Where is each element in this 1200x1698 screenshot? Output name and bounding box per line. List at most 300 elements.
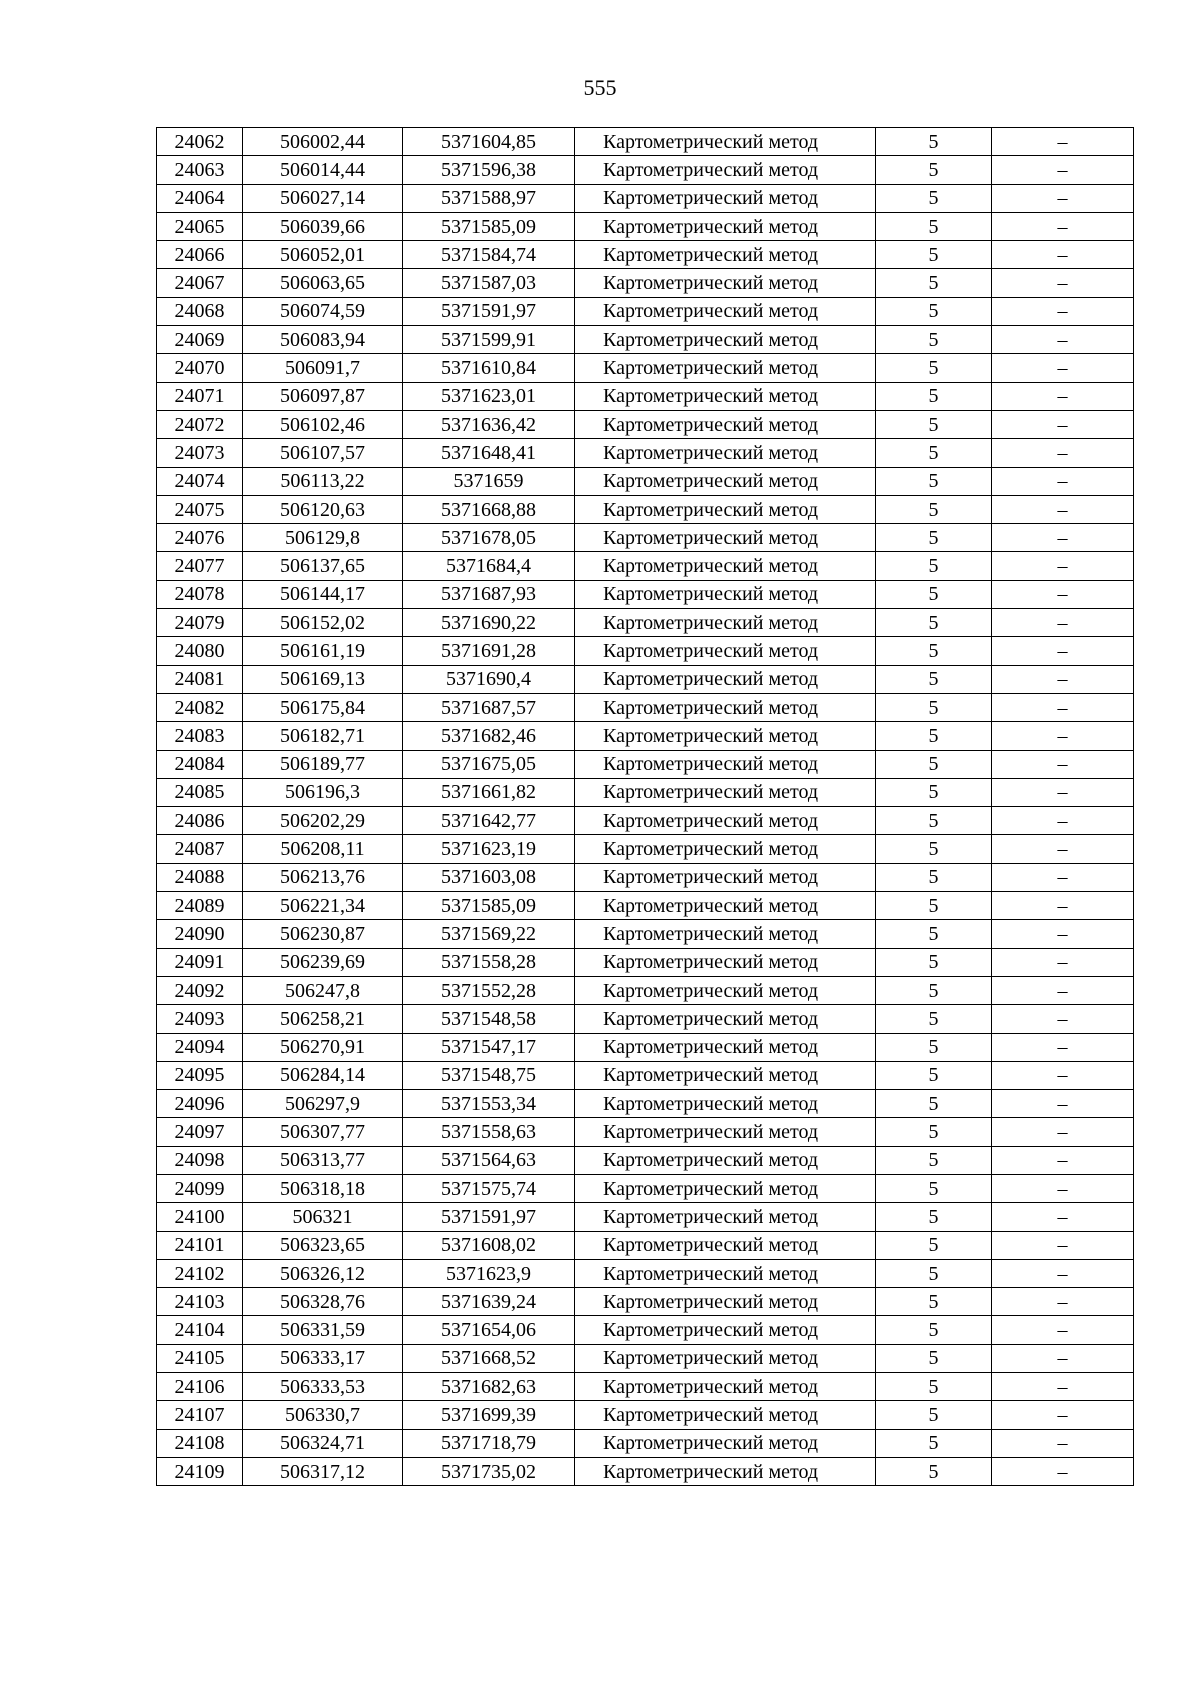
method-cell: Картометрический метод bbox=[575, 807, 876, 835]
note-cell: – bbox=[992, 439, 1134, 467]
x-coordinate-cell: 506333,17 bbox=[243, 1344, 403, 1372]
y-coordinate-cell: 5371569,22 bbox=[403, 920, 575, 948]
accuracy-cell: 5 bbox=[876, 1373, 992, 1401]
y-coordinate-cell: 5371553,34 bbox=[403, 1090, 575, 1118]
accuracy-cell: 5 bbox=[876, 1316, 992, 1344]
table-row bbox=[157, 1288, 1134, 1316]
note-cell: – bbox=[992, 693, 1134, 721]
point-number-cell: 24073 bbox=[157, 439, 243, 467]
x-coordinate-cell: 506324,71 bbox=[243, 1429, 403, 1457]
point-number-cell: 24071 bbox=[157, 382, 243, 410]
x-coordinate-cell: 506083,94 bbox=[243, 326, 403, 354]
accuracy-cell: 5 bbox=[876, 1288, 992, 1316]
note-cell: – bbox=[992, 1174, 1134, 1202]
accuracy-cell: 5 bbox=[876, 524, 992, 552]
y-coordinate-cell: 5371608,02 bbox=[403, 1231, 575, 1259]
table-row bbox=[157, 382, 1134, 410]
accuracy-cell: 5 bbox=[876, 382, 992, 410]
table-row bbox=[157, 807, 1134, 835]
note-cell: – bbox=[992, 976, 1134, 1004]
accuracy-cell: 5 bbox=[876, 1401, 992, 1429]
method-cell: Картометрический метод bbox=[575, 297, 876, 325]
x-coordinate-cell: 506102,46 bbox=[243, 410, 403, 438]
y-coordinate-cell: 5371690,22 bbox=[403, 609, 575, 637]
point-number-cell: 24069 bbox=[157, 326, 243, 354]
accuracy-cell: 5 bbox=[876, 1033, 992, 1061]
coordinates-table bbox=[156, 127, 1134, 1486]
y-coordinate-cell: 5371636,42 bbox=[403, 410, 575, 438]
accuracy-cell: 5 bbox=[876, 580, 992, 608]
x-coordinate-cell: 506333,53 bbox=[243, 1373, 403, 1401]
note-cell: – bbox=[992, 1231, 1134, 1259]
y-coordinate-cell: 5371668,52 bbox=[403, 1344, 575, 1372]
method-cell: Картометрический метод bbox=[575, 835, 876, 863]
table-row bbox=[157, 439, 1134, 467]
y-coordinate-cell: 5371564,63 bbox=[403, 1146, 575, 1174]
accuracy-cell: 5 bbox=[876, 410, 992, 438]
y-coordinate-cell: 5371575,74 bbox=[403, 1174, 575, 1202]
note-cell: – bbox=[992, 269, 1134, 297]
coordinates-table-body bbox=[157, 128, 1134, 1486]
note-cell: – bbox=[992, 1005, 1134, 1033]
table-row bbox=[157, 495, 1134, 523]
point-number-cell: 24099 bbox=[157, 1174, 243, 1202]
method-cell: Картометрический метод bbox=[575, 1090, 876, 1118]
method-cell: Картометрический метод bbox=[575, 1373, 876, 1401]
method-cell: Картометрический метод bbox=[575, 693, 876, 721]
accuracy-cell: 5 bbox=[876, 212, 992, 240]
y-coordinate-cell: 5371675,05 bbox=[403, 750, 575, 778]
y-coordinate-cell: 5371668,88 bbox=[403, 495, 575, 523]
point-number-cell: 24107 bbox=[157, 1401, 243, 1429]
method-cell: Картометрический метод bbox=[575, 552, 876, 580]
y-coordinate-cell: 5371678,05 bbox=[403, 524, 575, 552]
y-coordinate-cell: 5371604,85 bbox=[403, 128, 575, 156]
table-row bbox=[157, 1061, 1134, 1089]
method-cell: Картометрический метод bbox=[575, 1174, 876, 1202]
table-row bbox=[157, 269, 1134, 297]
point-number-cell: 24091 bbox=[157, 948, 243, 976]
accuracy-cell: 5 bbox=[876, 920, 992, 948]
table-row bbox=[157, 580, 1134, 608]
method-cell: Картометрический метод bbox=[575, 1061, 876, 1089]
point-number-cell: 24080 bbox=[157, 637, 243, 665]
point-number-cell: 24092 bbox=[157, 976, 243, 1004]
method-cell: Картометрический метод bbox=[575, 637, 876, 665]
x-coordinate-cell: 506052,01 bbox=[243, 241, 403, 269]
point-number-cell: 24086 bbox=[157, 807, 243, 835]
method-cell: Картометрический метод bbox=[575, 1005, 876, 1033]
accuracy-cell: 5 bbox=[876, 1005, 992, 1033]
note-cell: – bbox=[992, 1259, 1134, 1287]
table-row bbox=[157, 1373, 1134, 1401]
x-coordinate-cell: 506169,13 bbox=[243, 665, 403, 693]
note-cell: – bbox=[992, 1203, 1134, 1231]
accuracy-cell: 5 bbox=[876, 184, 992, 212]
table-row bbox=[157, 892, 1134, 920]
x-coordinate-cell: 506230,87 bbox=[243, 920, 403, 948]
note-cell: – bbox=[992, 212, 1134, 240]
method-cell: Картометрический метод bbox=[575, 1316, 876, 1344]
method-cell: Картометрический метод bbox=[575, 609, 876, 637]
point-number-cell: 24090 bbox=[157, 920, 243, 948]
y-coordinate-cell: 5371623,19 bbox=[403, 835, 575, 863]
note-cell: – bbox=[992, 892, 1134, 920]
y-coordinate-cell: 5371699,39 bbox=[403, 1401, 575, 1429]
method-cell: Картометрический метод bbox=[575, 1033, 876, 1061]
y-coordinate-cell: 5371587,03 bbox=[403, 269, 575, 297]
note-cell: – bbox=[992, 354, 1134, 382]
table-row bbox=[157, 976, 1134, 1004]
note-cell: – bbox=[992, 410, 1134, 438]
y-coordinate-cell: 5371623,9 bbox=[403, 1259, 575, 1287]
table-row bbox=[157, 722, 1134, 750]
method-cell: Картометрический метод bbox=[575, 1259, 876, 1287]
y-coordinate-cell: 5371661,82 bbox=[403, 778, 575, 806]
note-cell: – bbox=[992, 1090, 1134, 1118]
x-coordinate-cell: 506321 bbox=[243, 1203, 403, 1231]
table-row bbox=[157, 156, 1134, 184]
accuracy-cell: 5 bbox=[876, 128, 992, 156]
point-number-cell: 24108 bbox=[157, 1429, 243, 1457]
accuracy-cell: 5 bbox=[876, 778, 992, 806]
note-cell: – bbox=[992, 665, 1134, 693]
y-coordinate-cell: 5371596,38 bbox=[403, 156, 575, 184]
table-row bbox=[157, 1457, 1134, 1485]
table-row bbox=[157, 693, 1134, 721]
point-number-cell: 24103 bbox=[157, 1288, 243, 1316]
method-cell: Картометрический метод bbox=[575, 439, 876, 467]
table-row bbox=[157, 1033, 1134, 1061]
note-cell: – bbox=[992, 1288, 1134, 1316]
point-number-cell: 24084 bbox=[157, 750, 243, 778]
x-coordinate-cell: 506175,84 bbox=[243, 693, 403, 721]
accuracy-cell: 5 bbox=[876, 326, 992, 354]
note-cell: – bbox=[992, 1457, 1134, 1485]
note-cell: – bbox=[992, 609, 1134, 637]
x-coordinate-cell: 506221,34 bbox=[243, 892, 403, 920]
note-cell: – bbox=[992, 326, 1134, 354]
x-coordinate-cell: 506182,71 bbox=[243, 722, 403, 750]
table-row bbox=[157, 1005, 1134, 1033]
point-number-cell: 24079 bbox=[157, 609, 243, 637]
accuracy-cell: 5 bbox=[876, 750, 992, 778]
accuracy-cell: 5 bbox=[876, 976, 992, 1004]
table-row bbox=[157, 524, 1134, 552]
accuracy-cell: 5 bbox=[876, 807, 992, 835]
note-cell: – bbox=[992, 948, 1134, 976]
point-number-cell: 24065 bbox=[157, 212, 243, 240]
accuracy-cell: 5 bbox=[876, 1203, 992, 1231]
accuracy-cell: 5 bbox=[876, 552, 992, 580]
table-row bbox=[157, 297, 1134, 325]
table-row bbox=[157, 637, 1134, 665]
y-coordinate-cell: 5371654,06 bbox=[403, 1316, 575, 1344]
y-coordinate-cell: 5371558,28 bbox=[403, 948, 575, 976]
point-number-cell: 24081 bbox=[157, 665, 243, 693]
method-cell: Картометрический метод bbox=[575, 1344, 876, 1372]
accuracy-cell: 5 bbox=[876, 835, 992, 863]
method-cell: Картометрический метод bbox=[575, 1203, 876, 1231]
point-number-cell: 24062 bbox=[157, 128, 243, 156]
y-coordinate-cell: 5371687,93 bbox=[403, 580, 575, 608]
x-coordinate-cell: 506317,12 bbox=[243, 1457, 403, 1485]
accuracy-cell: 5 bbox=[876, 495, 992, 523]
x-coordinate-cell: 506330,7 bbox=[243, 1401, 403, 1429]
y-coordinate-cell: 5371591,97 bbox=[403, 297, 575, 325]
note-cell: – bbox=[992, 778, 1134, 806]
point-number-cell: 24077 bbox=[157, 552, 243, 580]
note-cell: – bbox=[992, 184, 1134, 212]
accuracy-cell: 5 bbox=[876, 665, 992, 693]
y-coordinate-cell: 5371599,91 bbox=[403, 326, 575, 354]
method-cell: Картометрический метод bbox=[575, 1288, 876, 1316]
x-coordinate-cell: 506213,76 bbox=[243, 863, 403, 891]
method-cell: Картометрический метод bbox=[575, 128, 876, 156]
table-row bbox=[157, 326, 1134, 354]
table-row bbox=[157, 665, 1134, 693]
table-row bbox=[157, 1203, 1134, 1231]
point-number-cell: 24093 bbox=[157, 1005, 243, 1033]
x-coordinate-cell: 506307,77 bbox=[243, 1118, 403, 1146]
accuracy-cell: 5 bbox=[876, 1118, 992, 1146]
table-row bbox=[157, 184, 1134, 212]
y-coordinate-cell: 5371588,97 bbox=[403, 184, 575, 212]
y-coordinate-cell: 5371585,09 bbox=[403, 892, 575, 920]
note-cell: – bbox=[992, 1033, 1134, 1061]
point-number-cell: 24070 bbox=[157, 354, 243, 382]
table-row bbox=[157, 467, 1134, 495]
table-row bbox=[157, 1090, 1134, 1118]
method-cell: Картометрический метод bbox=[575, 269, 876, 297]
method-cell: Картометрический метод bbox=[575, 495, 876, 523]
method-cell: Картометрический метод bbox=[575, 976, 876, 1004]
y-coordinate-cell: 5371547,17 bbox=[403, 1033, 575, 1061]
x-coordinate-cell: 506270,91 bbox=[243, 1033, 403, 1061]
x-coordinate-cell: 506208,11 bbox=[243, 835, 403, 863]
y-coordinate-cell: 5371718,79 bbox=[403, 1429, 575, 1457]
x-coordinate-cell: 506326,12 bbox=[243, 1259, 403, 1287]
method-cell: Картометрический метод bbox=[575, 920, 876, 948]
point-number-cell: 24078 bbox=[157, 580, 243, 608]
x-coordinate-cell: 506331,59 bbox=[243, 1316, 403, 1344]
table-row bbox=[157, 1401, 1134, 1429]
x-coordinate-cell: 506027,14 bbox=[243, 184, 403, 212]
table-row bbox=[157, 750, 1134, 778]
x-coordinate-cell: 506097,87 bbox=[243, 382, 403, 410]
point-number-cell: 24063 bbox=[157, 156, 243, 184]
accuracy-cell: 5 bbox=[876, 354, 992, 382]
x-coordinate-cell: 506189,77 bbox=[243, 750, 403, 778]
x-coordinate-cell: 506039,66 bbox=[243, 212, 403, 240]
method-cell: Картометрический метод bbox=[575, 212, 876, 240]
point-number-cell: 24101 bbox=[157, 1231, 243, 1259]
point-number-cell: 24094 bbox=[157, 1033, 243, 1061]
x-coordinate-cell: 506284,14 bbox=[243, 1061, 403, 1089]
y-coordinate-cell: 5371585,09 bbox=[403, 212, 575, 240]
table-row bbox=[157, 1174, 1134, 1202]
point-number-cell: 24098 bbox=[157, 1146, 243, 1174]
method-cell: Картометрический метод bbox=[575, 1118, 876, 1146]
page-number: 555 bbox=[583, 75, 617, 100]
point-number-cell: 24096 bbox=[157, 1090, 243, 1118]
x-coordinate-cell: 506137,65 bbox=[243, 552, 403, 580]
note-cell: – bbox=[992, 1401, 1134, 1429]
method-cell: Картометрический метод bbox=[575, 863, 876, 891]
method-cell: Картометрический метод bbox=[575, 892, 876, 920]
method-cell: Картометрический метод bbox=[575, 750, 876, 778]
point-number-cell: 24085 bbox=[157, 778, 243, 806]
method-cell: Картометрический метод bbox=[575, 1429, 876, 1457]
y-coordinate-cell: 5371690,4 bbox=[403, 665, 575, 693]
point-number-cell: 24082 bbox=[157, 693, 243, 721]
table-row bbox=[157, 552, 1134, 580]
accuracy-cell: 5 bbox=[876, 1344, 992, 1372]
y-coordinate-cell: 5371735,02 bbox=[403, 1457, 575, 1485]
table-row bbox=[157, 863, 1134, 891]
y-coordinate-cell: 5371682,46 bbox=[403, 722, 575, 750]
point-number-cell: 24064 bbox=[157, 184, 243, 212]
y-coordinate-cell: 5371639,24 bbox=[403, 1288, 575, 1316]
note-cell: – bbox=[992, 1146, 1134, 1174]
x-coordinate-cell: 506161,19 bbox=[243, 637, 403, 665]
table-row bbox=[157, 948, 1134, 976]
accuracy-cell: 5 bbox=[876, 609, 992, 637]
note-cell: – bbox=[992, 524, 1134, 552]
x-coordinate-cell: 506144,17 bbox=[243, 580, 403, 608]
point-number-cell: 24083 bbox=[157, 722, 243, 750]
point-number-cell: 24087 bbox=[157, 835, 243, 863]
note-cell: – bbox=[992, 1061, 1134, 1089]
note-cell: – bbox=[992, 580, 1134, 608]
x-coordinate-cell: 506202,29 bbox=[243, 807, 403, 835]
point-number-cell: 24105 bbox=[157, 1344, 243, 1372]
point-number-cell: 24066 bbox=[157, 241, 243, 269]
x-coordinate-cell: 506120,63 bbox=[243, 495, 403, 523]
y-coordinate-cell: 5371610,84 bbox=[403, 354, 575, 382]
table-row bbox=[157, 1146, 1134, 1174]
table-row bbox=[157, 920, 1134, 948]
y-coordinate-cell: 5371591,97 bbox=[403, 1203, 575, 1231]
accuracy-cell: 5 bbox=[876, 269, 992, 297]
point-number-cell: 24068 bbox=[157, 297, 243, 325]
y-coordinate-cell: 5371659 bbox=[403, 467, 575, 495]
note-cell: – bbox=[992, 807, 1134, 835]
x-coordinate-cell: 506107,57 bbox=[243, 439, 403, 467]
accuracy-cell: 5 bbox=[876, 467, 992, 495]
note-cell: – bbox=[992, 722, 1134, 750]
point-number-cell: 24067 bbox=[157, 269, 243, 297]
y-coordinate-cell: 5371584,74 bbox=[403, 241, 575, 269]
point-number-cell: 24072 bbox=[157, 410, 243, 438]
y-coordinate-cell: 5371603,08 bbox=[403, 863, 575, 891]
point-number-cell: 24089 bbox=[157, 892, 243, 920]
method-cell: Картометрический метод bbox=[575, 354, 876, 382]
note-cell: – bbox=[992, 1373, 1134, 1401]
note-cell: – bbox=[992, 1344, 1134, 1372]
point-number-cell: 24075 bbox=[157, 495, 243, 523]
accuracy-cell: 5 bbox=[876, 863, 992, 891]
x-coordinate-cell: 506328,76 bbox=[243, 1288, 403, 1316]
table-row bbox=[157, 241, 1134, 269]
table-row bbox=[157, 1231, 1134, 1259]
note-cell: – bbox=[992, 467, 1134, 495]
x-coordinate-cell: 506247,8 bbox=[243, 976, 403, 1004]
y-coordinate-cell: 5371691,28 bbox=[403, 637, 575, 665]
method-cell: Картометрический метод bbox=[575, 382, 876, 410]
method-cell: Картометрический метод bbox=[575, 1146, 876, 1174]
accuracy-cell: 5 bbox=[876, 1231, 992, 1259]
y-coordinate-cell: 5371548,58 bbox=[403, 1005, 575, 1033]
note-cell: – bbox=[992, 637, 1134, 665]
accuracy-cell: 5 bbox=[876, 1146, 992, 1174]
y-coordinate-cell: 5371548,75 bbox=[403, 1061, 575, 1089]
table-row bbox=[157, 1429, 1134, 1457]
table-row bbox=[157, 778, 1134, 806]
accuracy-cell: 5 bbox=[876, 1259, 992, 1287]
note-cell: – bbox=[992, 1118, 1134, 1146]
note-cell: – bbox=[992, 128, 1134, 156]
y-coordinate-cell: 5371648,41 bbox=[403, 439, 575, 467]
y-coordinate-cell: 5371687,57 bbox=[403, 693, 575, 721]
accuracy-cell: 5 bbox=[876, 297, 992, 325]
accuracy-cell: 5 bbox=[876, 1429, 992, 1457]
x-coordinate-cell: 506313,77 bbox=[243, 1146, 403, 1174]
accuracy-cell: 5 bbox=[876, 1061, 992, 1089]
point-number-cell: 24106 bbox=[157, 1373, 243, 1401]
accuracy-cell: 5 bbox=[876, 722, 992, 750]
table-row bbox=[157, 835, 1134, 863]
point-number-cell: 24074 bbox=[157, 467, 243, 495]
point-number-cell: 24088 bbox=[157, 863, 243, 891]
point-number-cell: 24100 bbox=[157, 1203, 243, 1231]
method-cell: Картометрический метод bbox=[575, 1457, 876, 1485]
method-cell: Картометрический метод bbox=[575, 948, 876, 976]
note-cell: – bbox=[992, 835, 1134, 863]
accuracy-cell: 5 bbox=[876, 439, 992, 467]
note-cell: – bbox=[992, 920, 1134, 948]
point-number-cell: 24109 bbox=[157, 1457, 243, 1485]
x-coordinate-cell: 506113,22 bbox=[243, 467, 403, 495]
accuracy-cell: 5 bbox=[876, 241, 992, 269]
method-cell: Картометрический метод bbox=[575, 184, 876, 212]
method-cell: Картометрический метод bbox=[575, 1231, 876, 1259]
point-number-cell: 24104 bbox=[157, 1316, 243, 1344]
note-cell: – bbox=[992, 863, 1134, 891]
y-coordinate-cell: 5371682,63 bbox=[403, 1373, 575, 1401]
table-row bbox=[157, 609, 1134, 637]
method-cell: Картометрический метод bbox=[575, 665, 876, 693]
note-cell: – bbox=[992, 750, 1134, 778]
method-cell: Картометрический метод bbox=[575, 580, 876, 608]
note-cell: – bbox=[992, 156, 1134, 184]
method-cell: Картометрический метод bbox=[575, 241, 876, 269]
method-cell: Картометрический метод bbox=[575, 524, 876, 552]
x-coordinate-cell: 506323,65 bbox=[243, 1231, 403, 1259]
accuracy-cell: 5 bbox=[876, 637, 992, 665]
x-coordinate-cell: 506014,44 bbox=[243, 156, 403, 184]
point-number-cell: 24095 bbox=[157, 1061, 243, 1089]
method-cell: Картометрический метод bbox=[575, 410, 876, 438]
note-cell: – bbox=[992, 241, 1134, 269]
method-cell: Картометрический метод bbox=[575, 467, 876, 495]
method-cell: Картометрический метод bbox=[575, 722, 876, 750]
note-cell: – bbox=[992, 552, 1134, 580]
x-coordinate-cell: 506297,9 bbox=[243, 1090, 403, 1118]
table-row bbox=[157, 1344, 1134, 1372]
note-cell: – bbox=[992, 1429, 1134, 1457]
x-coordinate-cell: 506091,7 bbox=[243, 354, 403, 382]
